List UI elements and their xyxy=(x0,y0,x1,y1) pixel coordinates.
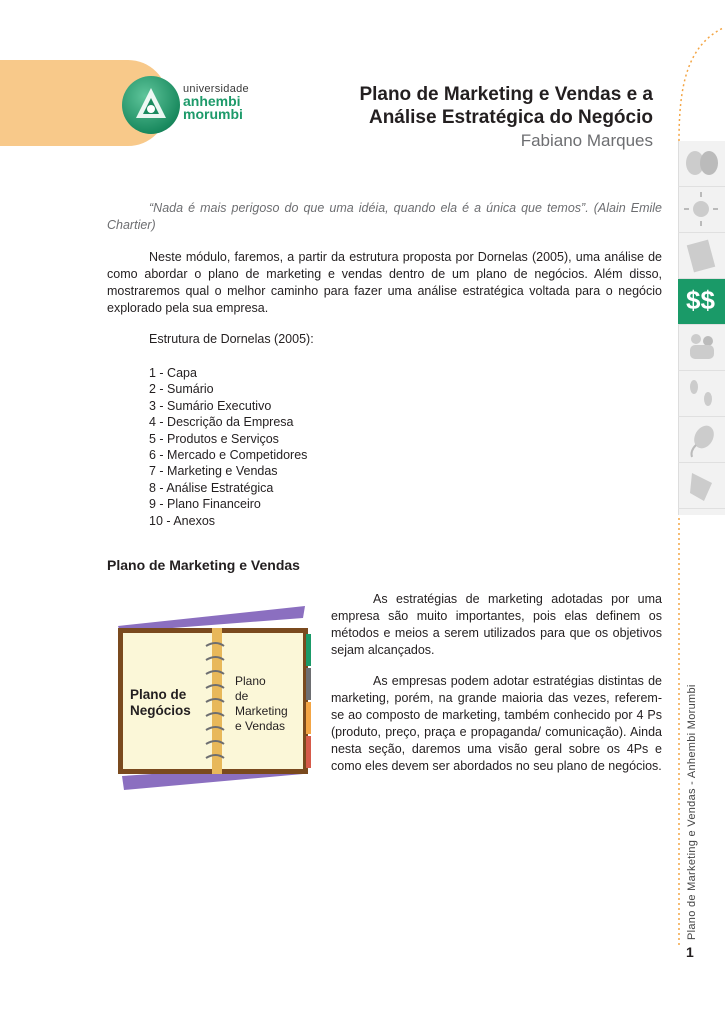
book-right-line1: Plano xyxy=(235,674,266,688)
book-left-line1: Plano de xyxy=(130,687,187,702)
document-icon xyxy=(678,233,725,279)
list-item: 4 - Descrição da Empresa xyxy=(149,415,294,430)
book-right-label xyxy=(235,674,288,734)
structure-label: Estrutura de Dornelas (2005): xyxy=(149,332,314,346)
list-item: 3 - Sumário Executivo xyxy=(149,398,272,413)
page-title xyxy=(359,83,653,129)
hand-pen-icon xyxy=(678,463,725,509)
page-number: 1 xyxy=(686,944,694,960)
list-item: 7 - Marketing e Vendas xyxy=(149,464,278,479)
list-item: 8 - Análise Estratégica xyxy=(149,480,274,495)
list-item: 5 - Produtos e Serviços xyxy=(149,431,279,446)
book-right-line3: Marketing xyxy=(235,704,288,718)
title-line1: Plano de Marketing e Vendas e a xyxy=(359,84,653,105)
list-item: 10 - Anexos xyxy=(149,513,216,528)
book-right-line4: e Vendas xyxy=(235,719,286,733)
structure-list xyxy=(149,365,307,529)
book-right-line2: de xyxy=(235,689,249,703)
intro-paragraph: Neste módulo, faremos, a partir da estrutura proposta por Dornelas (2005), uma análise de como abordar o plano de marketing e vendas dentro de um plano de negócios. Além disso, mostraremos qual o melhor caminho para fazer uma análise estratégica voltada para o negócio explorado pela sua empresa. xyxy=(107,250,662,315)
section-heading: Plano de Marketing e Vendas xyxy=(107,557,300,573)
dollar-icon xyxy=(678,279,725,325)
university-logo-icon xyxy=(122,76,180,134)
epigraph-quote: “Nada é mais perigoso do que uma idéia, quando ela é a única que temos”. (Alain Emile Chartier) xyxy=(107,201,662,232)
list-item: 6 - Mercado e Competidores xyxy=(149,448,308,463)
strategy-paragraph-2: As empresas podem adotar estratégias distintas de marketing, porém, na grande maioria das vezes, referem-se ao composto de marketing, também conhecido por 4 Ps (produto, preço, praça e propaganda/ comunicação). Ainda nesta seção, daremos uma visão geral sobre os 4Ps e como eles devem ser abordados no seu plano de negócios. xyxy=(331,674,662,773)
logo-line1: universidade xyxy=(183,83,249,95)
people-icon xyxy=(678,325,725,371)
theater-masks-icon xyxy=(678,141,725,187)
list-item: 9 - Plano Financeiro xyxy=(149,497,261,512)
footprints-icon xyxy=(678,371,725,417)
university-logo-text xyxy=(183,83,249,121)
list-item: 2 - Sumário xyxy=(149,382,214,397)
running-footer-text: Plano de Marketing e Vendas - Anhembi Morumbi xyxy=(686,684,698,940)
book-left-label xyxy=(130,687,191,719)
author-name: Fabiano Marques xyxy=(520,131,653,150)
logo-line2: anhembi xyxy=(183,93,241,109)
sun-icon xyxy=(678,187,725,233)
list-item: 1 - Capa xyxy=(149,366,197,380)
book-left-line2: Negócios xyxy=(130,703,191,718)
mouse-icon xyxy=(678,417,725,463)
strategy-paragraph-1: As estratégias de marketing adotadas por uma empresa são muito importantes, pois elas definem os métodos e meios a serem utilizados para que os objetivos sejam alcançados. xyxy=(331,592,662,657)
svg-text:$$: $$ xyxy=(686,285,715,315)
logo-line3: morumbi xyxy=(183,106,243,122)
title-line2: Análise Estratégica do Negócio xyxy=(368,107,653,128)
